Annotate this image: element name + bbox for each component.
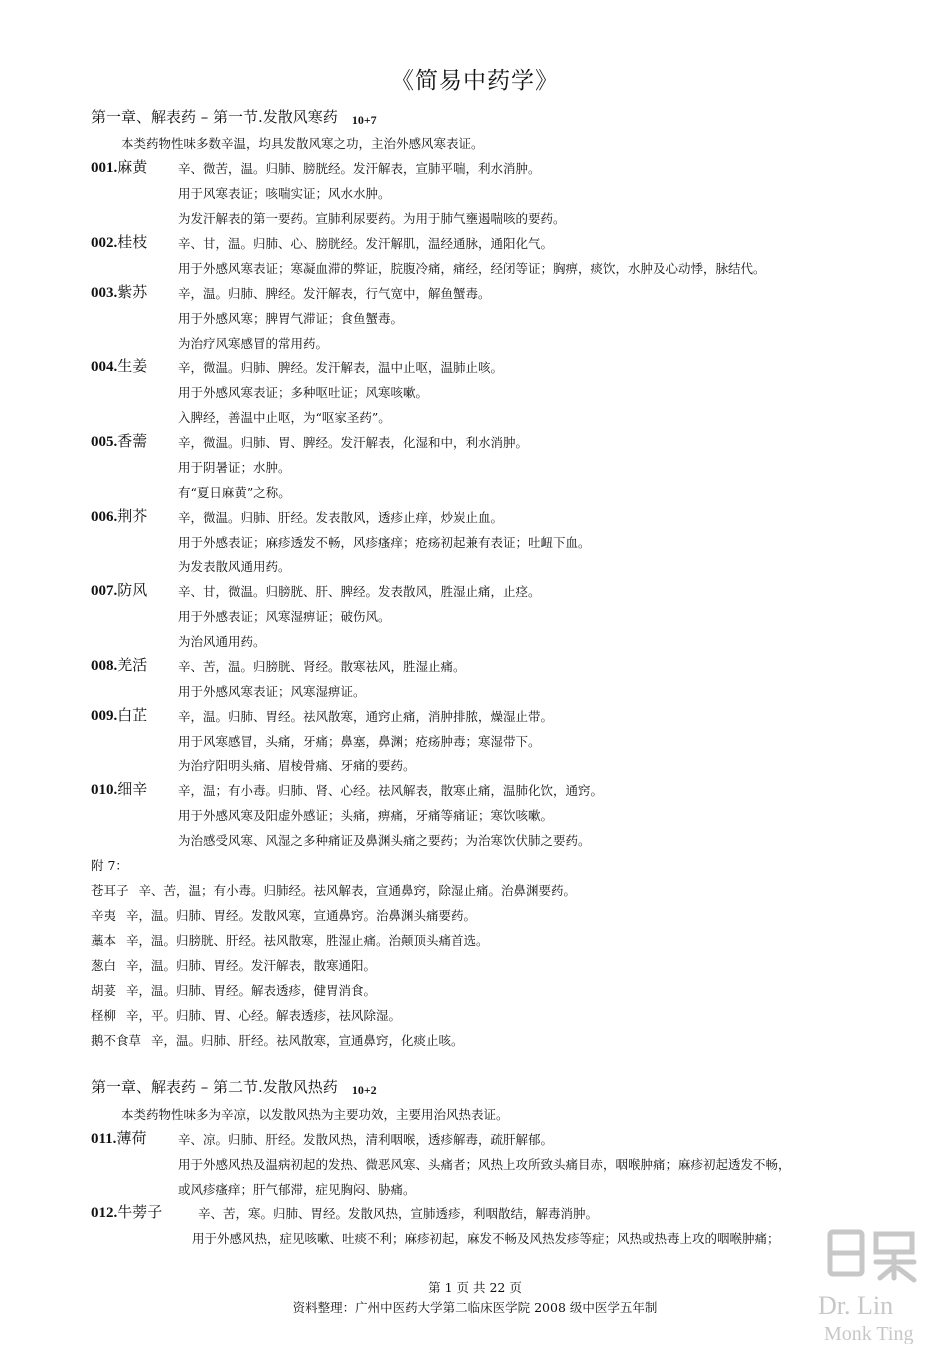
appendix-herb-name: 葱白 xyxy=(91,958,117,973)
watermark-text-primary: Dr. Lin xyxy=(818,1291,894,1320)
watermark-text-secondary: Monk Ting xyxy=(824,1323,914,1344)
herb-line: 为治疗阳明头痛、眉棱骨痛、牙痛的要药。 xyxy=(178,758,416,773)
section-heading-text: 第一章、解表药 – 第二节.发散风热药 xyxy=(91,1078,338,1096)
herb-line: 或风疹瘙痒；肝气郁滞，症见胸闷、胁痛。 xyxy=(178,1182,416,1197)
appendix-item xyxy=(91,1006,401,1024)
herb-number: 003. xyxy=(91,285,118,301)
section-intro: 本类药物性味多数辛温，均具发散风寒之功，主治外感风寒表证。 xyxy=(121,136,484,151)
herb-number: 008. xyxy=(91,658,118,674)
herb-number: 004. xyxy=(91,359,118,375)
herb-entry xyxy=(91,579,147,600)
appendix-item xyxy=(91,1031,464,1049)
appendix-herb-props: 辛，平。归肺、胃、心经。解表透疹，祛风除湿。 xyxy=(126,1008,402,1023)
herb-line: 辛，微温。归肺、脾经。发汗解表，温中止呕，温肺止咳。 xyxy=(178,360,504,375)
herb-line: 为治疗风寒感冒的常用药。 xyxy=(178,336,329,351)
appendix-item xyxy=(91,981,376,999)
herb-name: 麻黄 xyxy=(117,158,148,176)
appendix-herb-props: 辛、苦，温；有小毒。归肺经。祛风解表，宣通鼻窍，除湿止痛。治鼻渊要药。 xyxy=(138,883,577,898)
appendix-herb-props: 辛，温。归肺、胃经。解表透疹，健胃消食。 xyxy=(126,983,377,998)
appendix-herb-name: 胡荽 xyxy=(91,983,117,998)
herb-number: 010. xyxy=(91,782,118,798)
herb-line: 用于阴暑证；水肿。 xyxy=(178,460,291,475)
section-count: 10+2 xyxy=(351,1083,377,1097)
herb-line: 为发表散风通用药。 xyxy=(178,559,291,574)
herb-line: 入脾经，善温中止呕，为“呕家圣药”。 xyxy=(178,410,391,425)
herb-line: 用于外感风寒；脾胃气滞证；食鱼蟹毒。 xyxy=(178,311,404,326)
section-heading-text: 第一章、解表药 – 第一节.发散风寒药 xyxy=(91,108,338,126)
section-heading xyxy=(91,1076,377,1097)
herb-line: 为发汗解表的第一要药。宣肺利尿要药。为用于肺气壅遏喘咳的要药。 xyxy=(178,211,566,226)
document-title: 《简易中药学》 xyxy=(391,68,559,94)
herb-entry xyxy=(91,281,147,302)
herb-name: 薄荷 xyxy=(116,1129,147,1147)
herb-line: 用于外感风寒表证；多种呕吐证；风寒咳嗽。 xyxy=(178,385,429,400)
appendix-herb-name: 苍耳子 xyxy=(91,883,129,898)
appendix-item xyxy=(91,906,476,924)
section-intro: 本类药物性味多为辛凉，以发散风热为主要功效，主要用治风热表证。 xyxy=(121,1107,509,1122)
appendix-herb-name: 辛夷 xyxy=(91,908,117,923)
herb-line: 为治风通用药。 xyxy=(178,634,266,649)
section-heading xyxy=(91,106,377,127)
herb-number: 012. xyxy=(91,1205,118,1221)
herb-line: 辛，微温。归肺、胃、脾经。发汗解表，化湿和中，利水消肿。 xyxy=(178,435,529,450)
herb-line: 辛，温；有小毒。归肺、肾、心经。祛风解表，散寒止痛，温肺化饮，通窍。 xyxy=(178,783,604,798)
herb-line: 用于外感风热，症见咳嗽、吐痰不利；麻疹初起，麻发不畅及风热发疹等症；风热或热毒上攻的咽喉肿痛； xyxy=(192,1231,780,1246)
herb-line: 用于外感风寒表证；寒凝血滞的弊证，脘腹冷痛，痛经，经闭等证；胸痹，痰饮，水肿及心动悸，脉结代。 xyxy=(178,261,766,276)
appendix-item xyxy=(91,931,489,949)
appendix-herb-name: 藁本 xyxy=(91,933,117,948)
herb-name: 紫苏 xyxy=(117,283,148,301)
herb-line: 用于风寒感冒，头痛，牙痛；鼻塞，鼻渊；疮疡肿毒；寒湿带下。 xyxy=(178,734,541,749)
section-count: 10+7 xyxy=(351,113,377,127)
herb-line: 用于外感表证；风寒湿痹证；破伤风。 xyxy=(178,609,391,624)
herb-entry xyxy=(91,778,147,799)
herb-name: 荆芥 xyxy=(117,507,148,525)
herb-number: 005. xyxy=(91,434,118,450)
herb-number: 009. xyxy=(91,708,118,724)
appendix-item xyxy=(91,956,376,974)
herb-entry xyxy=(91,430,147,451)
footer-credit: 资料整理：广州中医药大学第二临床医学院 2008 级中医学五年制 xyxy=(292,1300,658,1315)
herb-entry xyxy=(91,355,147,376)
appendix-herb-props: 辛，温。归膀胱、肝经。祛风散寒，胜湿止痛。治颠顶头痛首选。 xyxy=(126,933,489,948)
appendix-herb-props: 辛，温。归肺、肝经。祛风散寒，宣通鼻窍，化痰止咳。 xyxy=(151,1033,464,1048)
watermark-logo xyxy=(810,1222,950,1344)
herb-number: 007. xyxy=(91,583,118,599)
herb-number: 011. xyxy=(91,1131,117,1147)
watermark-logo-graphic xyxy=(810,1222,950,1344)
herb-name: 防风 xyxy=(117,581,148,599)
herb-entry xyxy=(91,1201,162,1222)
herb-entry xyxy=(91,231,147,252)
herb-entry xyxy=(91,156,147,177)
herb-name: 生姜 xyxy=(117,357,148,375)
appendix-title: 附 7： xyxy=(91,858,128,873)
herb-entry xyxy=(91,654,147,675)
appendix-item xyxy=(91,881,576,899)
herb-line: 辛、甘，微温。归膀胱、肝、脾经。发表散风，胜湿止痛，止痉。 xyxy=(178,584,541,599)
herb-line: 辛，温。归肺、脾经。发汗解表，行气宽中，解鱼蟹毒。 xyxy=(178,286,491,301)
herb-line: 辛、凉。归肺、肝经。发散风热，清利咽喉，透疹解毒，疏肝解郁。 xyxy=(178,1132,554,1147)
herb-line: 用于外感表证；麻疹透发不畅，风疹瘙痒；疮疡初起兼有表证；吐衄下血。 xyxy=(178,535,591,550)
herb-name: 白芷 xyxy=(117,706,148,724)
herb-name: 羌活 xyxy=(117,656,148,674)
appendix-herb-name: 柽柳 xyxy=(91,1008,117,1023)
herb-entry xyxy=(91,704,147,725)
herb-name: 牛蒡子 xyxy=(117,1203,163,1221)
herb-line: 用于外感风寒及阳虚外感证；头痛，痹痛，牙痛等痛证；寒饮咳嗽。 xyxy=(178,808,554,823)
herb-number: 001. xyxy=(91,160,118,176)
herb-number: 006. xyxy=(91,509,118,525)
herb-line: 辛、微苦，温。归肺、膀胱经。发汗解表，宣肺平喘，利水消肿。 xyxy=(178,161,541,176)
herb-line: 辛，微温。归肺、肝经。发表散风，透疹止痒，炒炭止血。 xyxy=(178,510,504,525)
herb-name: 香薷 xyxy=(117,432,148,450)
appendix-herb-props: 辛，温。归肺、胃经。发散风寒，宣通鼻窍。治鼻渊头痛要药。 xyxy=(126,908,477,923)
herb-line: 辛、苦，温。归膀胱、肾经。散寒祛风，胜湿止痛。 xyxy=(178,659,466,674)
herb-line: 辛、甘，温。归肺、心、膀胱经。发汗解肌，温经通脉，通阳化气。 xyxy=(178,236,554,251)
herb-name: 桂枝 xyxy=(117,233,148,251)
herb-number: 002. xyxy=(91,235,118,251)
herb-line: 用于外感风寒表证；风寒湿痹证。 xyxy=(178,684,366,699)
appendix-herb-props: 辛，温。归肺、胃经。发汗解表，散寒通阳。 xyxy=(126,958,377,973)
herb-line: 用于风寒表证；咳喘实证；风水水肿。 xyxy=(178,186,391,201)
herb-line: 用于外感风热及温病初起的发热、微恶风寒、头痛者；风热上攻所致头痛目赤，咽喉肿痛；麻疹初起透发不畅， xyxy=(178,1157,791,1172)
herb-entry xyxy=(91,505,147,526)
herb-line: 辛，温。归肺、胃经。祛风散寒，通窍止痛，消肿排脓，燥湿止带。 xyxy=(178,709,554,724)
appendix-herb-name: 鹅不食草 xyxy=(91,1033,142,1048)
herb-name: 细辛 xyxy=(117,780,148,798)
herb-line: 有“夏日麻黄”之称。 xyxy=(178,485,291,500)
herb-entry xyxy=(91,1127,146,1148)
page-number: 第 1 页 共 22 页 xyxy=(428,1280,522,1295)
herb-line: 辛、苦，寒。归肺、胃经。发散风热，宣肺透疹，利咽散结，解毒消肿。 xyxy=(198,1206,599,1221)
herb-line: 为治感受风寒、风湿之多种痛证及鼻渊头痛之要药；为治寒饮伏肺之要药。 xyxy=(178,833,591,848)
